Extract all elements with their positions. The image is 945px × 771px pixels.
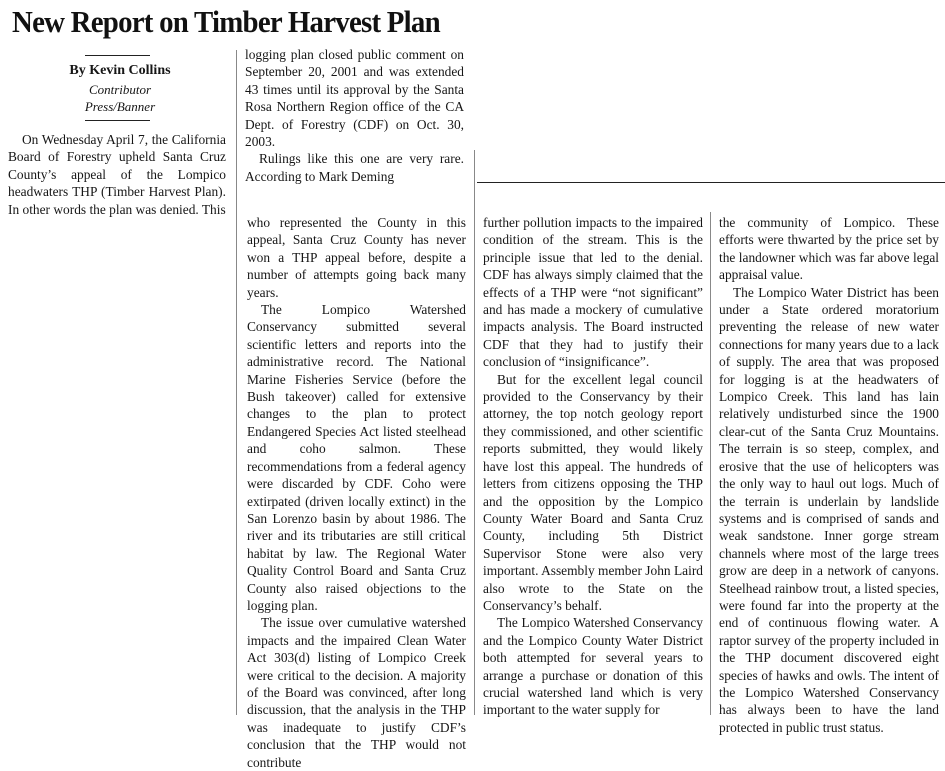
byline-publication: Press/Banner [84,99,156,114]
paragraph: The Lompico Water District has been under a State ordered moratorium preventing the release of new water connections for many years due to a lack of supply. The area that was proposed for logging is at the headwaters of Lompico Creek. This land has lain relatively undisturbed since the 1900 clear-cut of the Santa Cruz Mountains. The terrain is so steep, complex, and erosive that the use of helicopters was the only way to haul out logs. Much of the terrain is underlain by landslide systems and is comprised of sands and weak sandstone. Inner gorge stream channels where most of the large trees grow are deep in a network of canyons. Steelhead rainbow trout, a listed species, were found far into the property at the end of continuous flowing water. A raptor survey of the property included in the THP document discovered eight species of hawks and owls. The intent of the Lompico Watershed Conservancy has always been to have the land protected in public trust status. [719,284,939,735]
paragraph: But for the excellent legal council provided to the Conservancy by their attorney, the top notch geology report they commissioned, and other scientific reports submitted, they would likely have lost this appeal. The hundreds of letters from citizens opposing the THP and the opposition by the Lompico County Water Board and Santa Cruz County, including 5th District Supervisor Stone were also very important. Assembly member John Laird also wrote to the State on the Conservancy’s behalf. [483,371,703,613]
article-column-4 [719,214,939,736]
paragraph: who represented the County in this appeal, Santa Cruz County has never won a THP appeal before, despite a number of attempts going back many years. [247,215,466,300]
paragraph: The issue over cumulative watershed impacts and the impaired Clean Water Act 303(d) listing of Lompico Creek were critical to the decision. A majority of the Board was convinced, after long discussion, that the analysis in the THP was inadequate to justify CDF’s conclusion that the THP would not contribute [247,615,466,770]
paragraph: On Wednesday April 7, the California Board of Forestry upheld Santa Cruz County’s appeal of the Lompico headwaters THP (Timber Harvest Plan). In other words the plan was denied. This [8,132,226,217]
article-column-2 [247,214,466,771]
column-divider [710,212,711,715]
section-rule [477,182,945,183]
paragraph: the community of Lompico. These efforts were thwarted by the price set by the landowner which was far above legal appraisal value. [719,215,939,283]
paragraph: logging plan closed public comment on September 20, 2001 and was extended 43 times until its approval by the Santa Rosa Northern Region office of the CA Dept. of Forestry (CDF) on Oct. 30, 2003. [245,47,464,150]
byline-role: Contributor [88,82,152,97]
headline: New Report on Timber Harvest Plan [12,4,440,39]
article-column-2-top [245,46,464,185]
paragraph: Rulings like this one are very rare. According to Mark Deming [245,151,464,184]
paragraph: The Lompico Watershed Conservancy and the Lompico County Water District both attempted for several years to arrange a purchase or donation of this crucial watershed land which is very important to the water supply for [483,615,703,718]
byline-rule [85,55,150,56]
column-divider [236,50,237,715]
article-column-1 [8,131,226,218]
byline-author: By Kevin Collins [69,63,171,78]
paragraph: further pollution impacts to the impaired condition of the stream. This is the principle issue that led to the denial. CDF has always simply claimed that the effects of a THP were “not significant” and has made a mockery of cumulative impacts analysis. The Board instructed CDF that they had to justify their conclusion of “insignificance”. [483,215,703,370]
paragraph: The Lompico Watershed Conservancy submitted several scientific letters and reports into the administrative record. The National Marine Fisheries Service (before the Bush takeover) called for extensive changes to the plan to protect Endangered Species Act listed steelhead and coho salmon. These recommendations from a federal agency were discarded by CDF. Coho were extirpated (driven locally extinct) in the San Lorenzo basin by about 1986. The river and its tributaries are still critical habitat by law. The Regional Water Quality Control Board and Santa Cruz County also raised objections to the logging plan. [247,302,466,613]
article-column-3 [483,214,703,719]
column-divider [474,150,475,715]
byline-rule-bottom [85,120,150,121]
